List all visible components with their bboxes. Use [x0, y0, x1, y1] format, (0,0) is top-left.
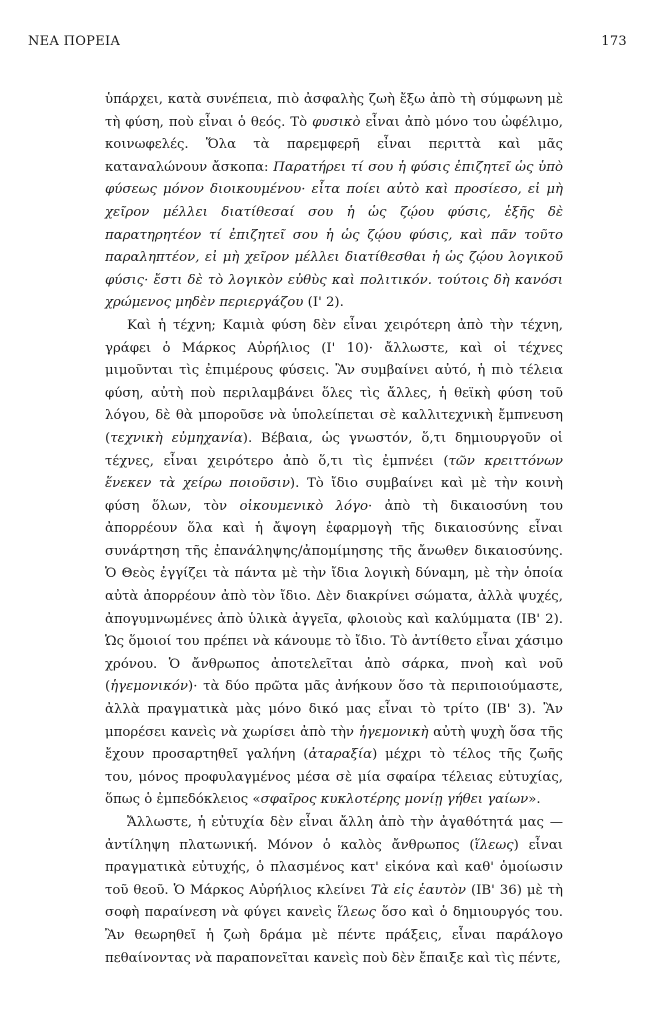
text-run: εἶναι ἀπὸ μόνο του ὠφέλιμο, κοινωφελές. Ὅλα τὰ παρεμφερῆ εἶναι περιττὰ καὶ μᾶς καταναλώνουν ἄσκοπα: — [105, 114, 563, 175]
italic-text-run: Παρατήρει τί σου ἡ φύσις ἐπιζητεῖ ὡς ὑπὸ φύσεως μόνον διοικουμένου· εἶτα ποίει αὐτὸ καὶ προσίεσο, εἰ μὴ χεῖρον μέλλει διατίθεσαί σου ἡ ὡς ζῴου φύσις, ἑξῆς δὲ παρατηρητέον τί ἐπιζητεῖ σου ἡ ὡς ζῴου φύσις, καὶ πᾶν τοῦτο παραληπτέον, εἰ μὴ χεῖρον μέλλει διατίθεσθαι ἡ ὡς ζῴου λογικοῦ φύσις· ἔστι δὲ τὸ λογικὸν εὐθὺς καὶ πολιτικόν. τούτοις δὴ κανόσι χρώμενος μηδὲν περιεργάζου — [105, 159, 563, 311]
text-run: ) εἶναι πραγματικὰ εὐτυχής, ὁ πλασμένος κατ' εἰκόνα καὶ καθ' ὁμοίωσιν τοῦ θεοῦ. Ὁ Μάρκος Αὐρήλιος κλείνει — [105, 837, 564, 898]
italic-text-run: Τὰ εἰς ἑαυτὸν — [370, 882, 466, 898]
text-run: ὅσο καὶ ὁ δημιουργός του. Ἂν θεωρηθεῖ ἡ ζωὴ δράμα μὲ πέντε πράξεις, εἶναι παράλογο πεθαίνοντας νὰ παραπονεῖται κανεὶς ποὺ δὲν ἔπαιξε καὶ τὶς πέντε, — [105, 905, 563, 966]
text-run: )· τὰ δύο πρῶτα μᾶς ἀνήκουν ὅσο τὰ περιποιούμαστε, ἀλλὰ πραγματικὰ μὰς μόνο δικό μας εἶναι τὸ τρίτο (ΙΒ' 3). Ἂν μπορέσει κανεὶς νὰ χωρίσει ἀπὸ τὴν — [105, 679, 563, 740]
text-run: (ΙΒ' 36) μὲ τὴ σοφὴ παραίνεση νὰ φύγει κανεὶς — [105, 882, 563, 921]
italic-text-run: ἡγεμονικόν — [110, 679, 189, 695]
italic-text-run: ἀταραξία — [308, 747, 373, 763]
paragraph-continued — [105, 89, 563, 315]
text-run: ). Τὸ ἴδιο συμβαίνει καὶ μὲ τὴν κοινὴ φύση ὅλων, τὸν — [105, 476, 563, 514]
text-run: ) μέχρι τὸ τέλος τῆς ζωῆς του, μόνος προφυλαγμένος μέσα σὲ μία σφαίρα τέλειας εὐτυχίας, ὅπως ὁ ἐμπεδόκλειος « — [105, 747, 563, 808]
italic-text-run: τεχνικὴ εὐμηχανία — [110, 430, 243, 446]
italic-text-run: τῶν κρειττόνων ἕνεκεν τὰ χείρω ποιοῦσιν — [105, 453, 563, 492]
text-run: ). Βέβαια, ὡς γνωστόν, ὅ,τι δημιουργοῦν οἱ τέχνες, εἶναι χειρότερο ἀπὸ ὅ,τι τὶς ἐμπνέει ( — [105, 430, 563, 469]
text-run: Καὶ ἡ τέχνη; Καμιὰ φύση δὲν εἶναι χειρότερη ἀπὸ τὴν τέχνη, γράφει ὁ Μάρκος Αὐρήλιος (Ι' 10)· ἄλλωστε, καὶ οἱ τέχνες μιμοῦνται τὶς ἐπιμέρους φύσεις. Ἂν συμβαίνει αὐτό, ἡ πιὸ τέλεια φύση, αὐτὴ ποὺ περιλαμβάνει ὅλες τὶς ἄλλες, ἡ θεϊκὴ φύση τοῦ λόγου, δὲ θὰ μποροῦσε νὰ ὑπολείπεται σὲ καλλιτεχνικὴ ἔμπνευση ( — [105, 317, 563, 446]
running-head-title: ΝΕΑ ΠΟΡΕΙΑ — [28, 34, 121, 49]
page-number: 173 — [601, 34, 627, 49]
italic-text-run: ἡγεμονικὴ — [358, 724, 429, 740]
text-run: αὐτὴ ψυχὴ ὅσα τῆς ἔχουν προσαρτηθεῖ γαλήνη ( — [105, 724, 563, 763]
text-run: Ἄλλωστε, ἡ εὐτυχία δὲν εἶναι ἄλλη ἀπὸ τὴν ἀγαθότητά μας — ἀντίληψη πλατωνική. Μόνον ὁ καλὸς ἄνθρωπος ( — [105, 815, 563, 853]
paragraph — [105, 812, 563, 970]
text-run: ». — [528, 792, 541, 808]
running-head — [28, 34, 627, 54]
italic-text-run: σφαῖρος κυκλοτέρης μονίῃ γήθει γαίων — [260, 792, 529, 808]
paragraph — [105, 315, 563, 812]
italic-text-run: οἰκουμενικὸ λόγο — [239, 498, 369, 514]
italic-text-run: φυσικὸ — [312, 114, 361, 130]
italic-text-run: ἵλεως — [474, 837, 514, 853]
text-run: ὑπάρχει, κατὰ συνέπεια, πιὸ ἀσφαλὴς ζωὴ ἔξω ἀπὸ τὴ σύμφωνη μὲ τὴ φύση, ποὺ εἶναι ὁ θεός. Τὸ — [105, 92, 563, 130]
text-run: · ἀπὸ τὴ δικαιοσύνη του ἀπορρέουν ὅλα καὶ ἡ ἄψογη ἐφαρμογὴ τῆς δικαιοσύνης εἶναι συνάρτηση τῆς ἐπανάληψης/ἀπομίμησης τῆς ἄνωθεν δικαιοσύνης. Ὁ Θεὸς ἐγγίζει τὰ πάντα μὲ τὴν ἴδια λογικὴ δύναμη, μὲ τὴν ὁποία αὐτὰ ἀπορρέουν ἀπὸ τὸν ἴδιο. Δὲν διακρίνει σώματα, ἀλλὰ ψυχές, ἀπογυμνωμένες ἀπὸ ὑλικὰ ἀγγεῖα, φλοιοὺς καὶ καλύμματα (ΙΒ' 2). Ὡς ὅμοιοί του πρέπει νὰ κάνουμε τὸ ἴδιο. Τὸ ἀντίθετο εἶναι χάσιμο χρόνου. Ὁ ἄνθρωπος ἀποτελεῖται ἀπὸ σάρκα, πνοὴ καὶ νοῦ ( — [105, 498, 563, 695]
body-text — [105, 89, 563, 970]
italic-text-run: ἵλεως — [337, 905, 377, 921]
text-run: (Ι' 2). — [303, 295, 344, 311]
